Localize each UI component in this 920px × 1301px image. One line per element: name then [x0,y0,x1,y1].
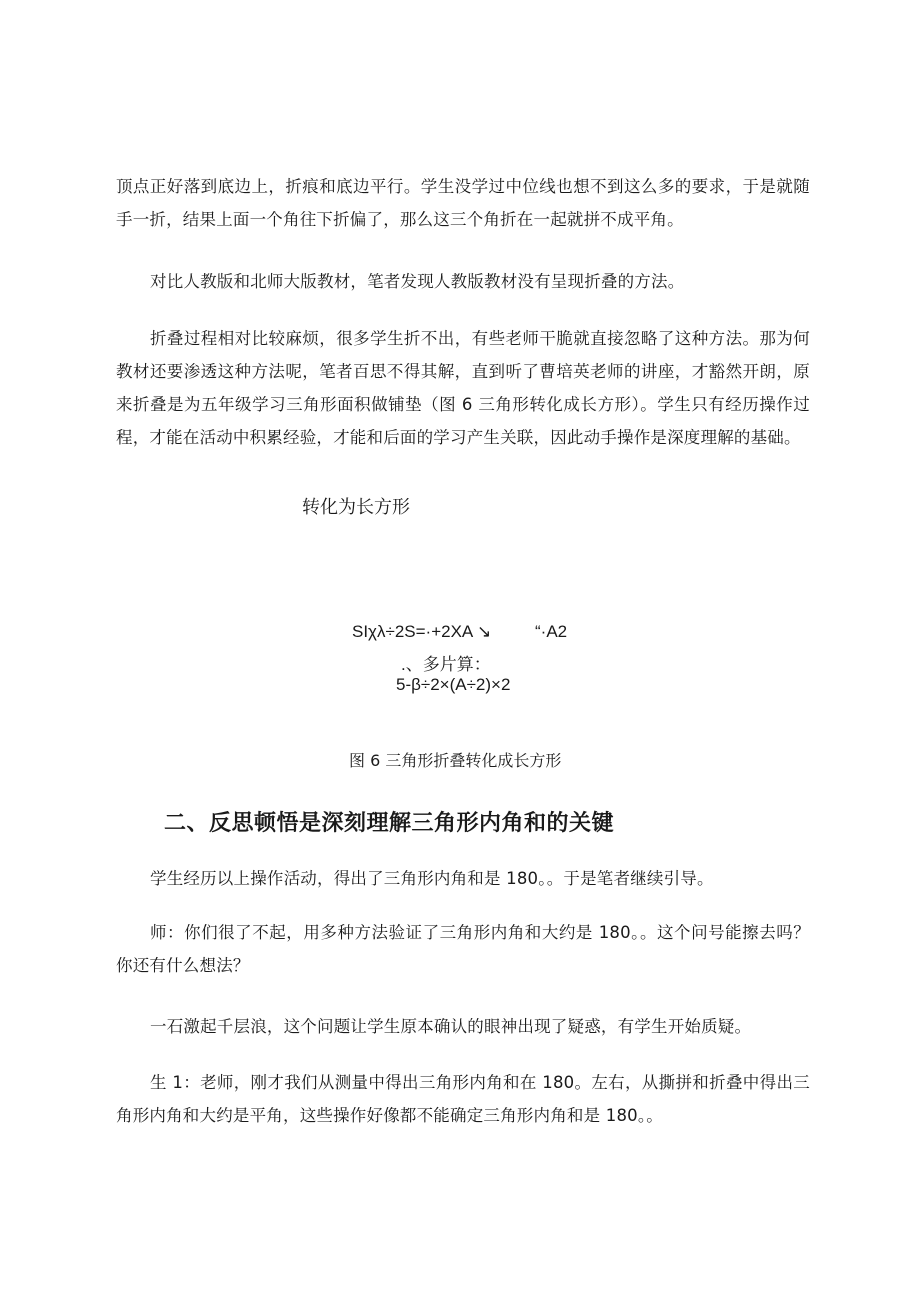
section-heading: 二、反思顿悟是深刻理解三角形内角和的关键 [164,811,615,836]
paragraph-student-doubt: 一石激起千层浪，这个问题让学生原本确认的眼神出现了疑惑，有学生开始质疑。 [150,1017,752,1036]
figure-caption: 图 6 三角形折叠转化成长方形 [349,751,562,770]
figure-label: 转化为长方形 [302,497,410,518]
figure-formula-line-1: SΙχλ÷2S=·+2XA ↘ [352,622,492,641]
paragraph-student-1: 生 1：老师，刚才我们从测量中得出三角形内角和在 180。左右，从撕拼和折叠中得出三角形内角和大约是平角，这些操作好像都不能确定三角形内角和是 180。。 [116,1073,810,1125]
figure-formula-line-3: 5-β÷2×(A÷2)×2 [396,675,511,694]
paragraph-folding-error: 顶点正好落到底边上，折痕和底边平行。学生没学过中位线也想不到这么多的要求，于是就随手一折，结果上面一个角往下折偏了，那么这三个角折在一起就拼不成平角。 [116,177,810,229]
paragraph-teacher-question: 师：你们很了不起，用多种方法验证了三角形内角和大约是 180。。这个问号能擦去吗？你还有什么想法？ [116,923,810,975]
figure-formula-line-2: .、多片算： [401,655,491,674]
paragraph-folding-purpose: 折叠过程相对比较麻烦，很多学生折不出，有些老师干脆就直接忽略了这种方法。那为何教材还要渗透这种方法呢，笔者百思不得其解，直到听了曹培英老师的讲座，才豁然开朗，原来折叠是为五年级学习三角形面积做铺垫（图 6 三角形转化成长方形）。学生只有经历操作过程，才能在活动中积累经验，才能和后面的学习产生关联，因此动手操作是深度理解的基础。 [116,329,810,447]
paragraph-textbook-comparison: 对比人教版和北师大版教材，笔者发现人教版教材没有呈现折叠的方法。 [150,272,685,291]
figure-formula-line-1-right: “·A2 [535,622,568,641]
paragraph-student-result: 学生经历以上操作活动，得出了三角形内角和是 180。。于是笔者继续引导。 [150,869,714,888]
